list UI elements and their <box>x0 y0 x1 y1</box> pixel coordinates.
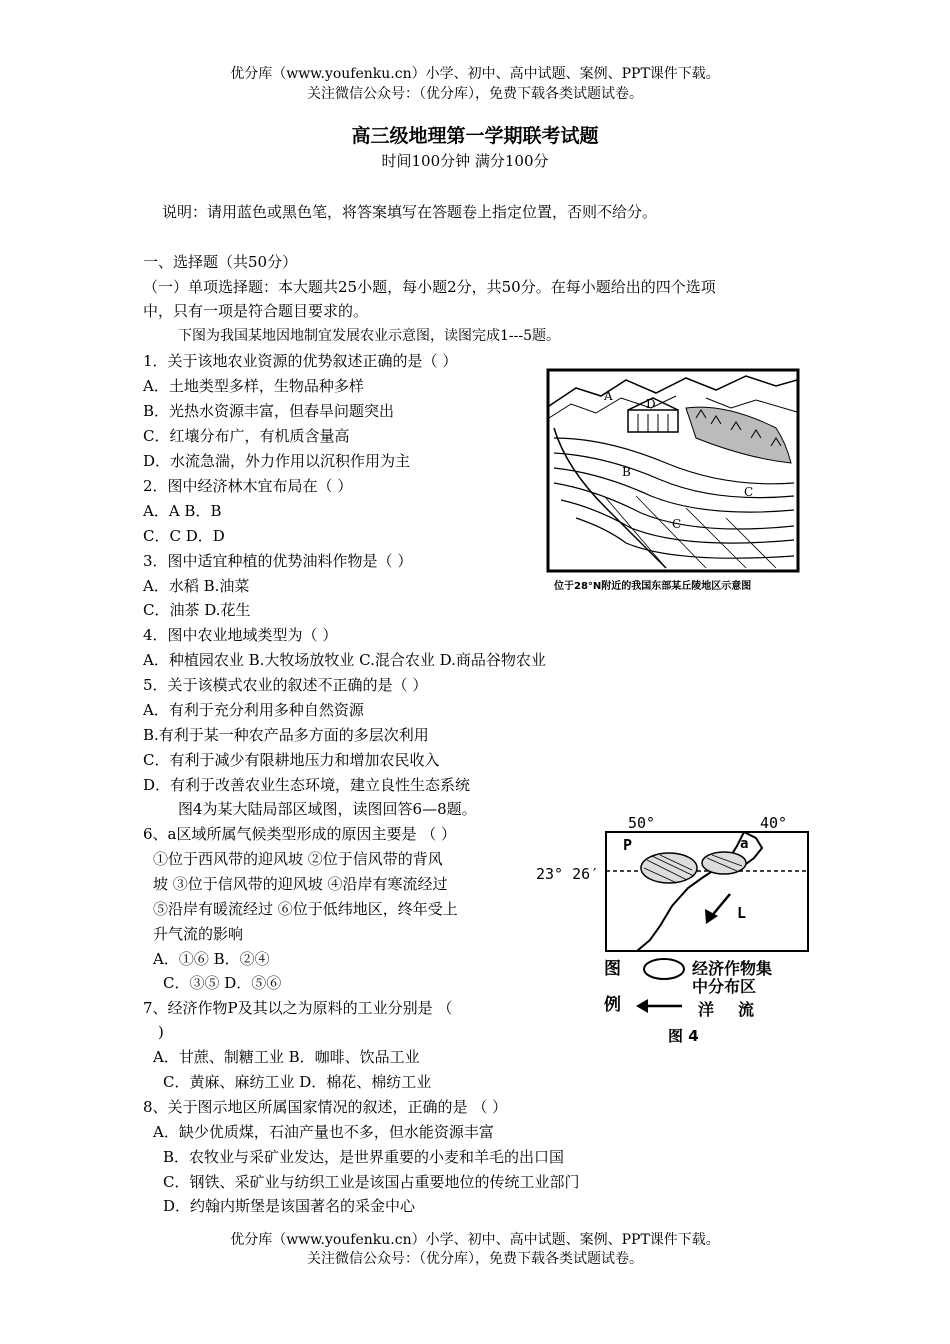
question-1-option-a: A．土地类型多样，生物品种多样 <box>143 377 364 395</box>
question-3-options-cd: C．油茶 D.花生 <box>143 601 251 619</box>
legend-current-text-2: 流 <box>738 1000 755 1019</box>
question-8-option-c: C．钢铁、采矿业与纺织工业是该国占重要地位的传统工业部门 <box>163 1173 580 1191</box>
figure-4-label-l: L <box>737 904 747 922</box>
question-7-options-cd: C．黄麻、麻纺工业 D．棉花、棉纺工业 <box>163 1073 432 1091</box>
site-footer-line-1: 优分库（www.youfenku.cn）小学、初中、高中试题、案例、PPT课件下载。 <box>230 1232 720 1248</box>
figure-4-longitude-left: 50° <box>628 814 656 832</box>
figure-1-caption: 位于28°N附近的我国东部某丘陵地区示意图 <box>554 581 752 592</box>
question-1-option-d: D．水流急湍，外力作用以沉积作用为主 <box>143 452 411 470</box>
question-6-options-ab: A．①⑥ B．②④ <box>153 950 270 968</box>
question-6-line-3: ⑤沿岸有暖流经过 ⑥位于低纬地区，终年受上 <box>153 900 458 918</box>
stem-2: 图4为某大陆局部区域图，读图回答6—8题。 <box>178 800 477 818</box>
exam-subtitle: 时间100分钟 满分100分 <box>381 152 549 170</box>
question-5-option-c: C．有利于减少有限耕地压力和增加农民收入 <box>143 751 440 769</box>
question-1: 1．关于该地农业资源的优势叙述正确的是（ ） <box>143 352 458 370</box>
question-6-options-cd: C．③⑤ D．⑤⑥ <box>163 974 282 992</box>
question-5-option-d: D．有利于改善农业生态环境，建立良性生态系统 <box>143 776 471 794</box>
question-6-line-1: ①位于西风带的迎风坡 ②位于信风带的背风 <box>153 850 443 868</box>
legend-title-1: 图 <box>604 959 621 979</box>
question-5-option-a: A．有利于充分利用多种自然资源 <box>143 701 364 719</box>
question-1-option-b: B．光热水资源丰富，但春旱问题突出 <box>143 402 395 420</box>
figure-1-label-a: A <box>604 389 613 403</box>
question-8-option-b: B．农牧业与采矿业发达，是世界重要的小麦和羊毛的出口国 <box>163 1148 565 1166</box>
site-footer-line-2: 关注微信公众号：（优分库），免费下载各类试题试卷。 <box>307 1251 643 1267</box>
question-4-options: A．种植园农业 B.大牧场放牧业 C.混合农业 D.商品谷物农业 <box>143 651 546 669</box>
crop-area-east <box>702 852 746 874</box>
figure-4-label-p: P <box>623 836 633 854</box>
question-4: 4．图中农业地域类型为（ ） <box>143 626 338 644</box>
figure-4-longitude-right: 40° <box>760 814 788 832</box>
site-header-line-2: 关注微信公众号：（优分库），免费下载各类试题试卷。 <box>307 86 643 102</box>
site-header-line-1: 优分库（www.youfenku.cn）小学、初中、高中试题、案例、PPT课件下载。 <box>230 66 720 82</box>
figure-1-label-b: B <box>622 465 631 479</box>
figure-4-label-a: a <box>740 836 749 852</box>
figure-4-latitude: 23° 26′ <box>536 865 600 883</box>
question-3-options-ab: A．水稻 B.油菜 <box>143 577 250 595</box>
figure-1-label-d: D <box>646 397 656 411</box>
legend-title-2: 例 <box>604 995 621 1015</box>
question-2: 2．图中经济林木宜布局在（ ） <box>143 477 353 495</box>
question-2-options-ab: A．A B．B <box>143 502 222 520</box>
legend-crop-text-2: 中分布区 <box>692 977 757 996</box>
figure-1-label-c-right: C <box>744 485 754 499</box>
legend-crop-symbol <box>644 959 684 979</box>
question-5: 5．关于该模式农业的叙述不正确的是（ ） <box>143 676 428 694</box>
question-8-option-a: A．缺少优质煤，石油产量也不多，但水能资源丰富 <box>153 1123 494 1141</box>
question-7-paren: ) <box>158 1023 164 1041</box>
section-intro-2: 中，只有一项是符合题目要求的。 <box>143 302 369 320</box>
question-1-option-c: C．红壤分布广，有机质含量高 <box>143 427 350 445</box>
question-2-options-cd: C．C D．D <box>143 527 225 545</box>
question-7: 7、经济作物P及其以之为原料的工业分别是 （ <box>143 999 453 1017</box>
figure-1-farmland-sketch <box>546 368 800 598</box>
figure-4-caption: 图 4 <box>668 1027 699 1045</box>
question-5-option-b: B.有利于某一种农产品多方面的多层次利用 <box>143 726 429 744</box>
question-6-line-2: 坡 ③位于信风带的迎风坡 ④沿岸有寒流经过 <box>153 875 448 893</box>
legend-current-text-1: 洋 <box>698 1000 715 1019</box>
stem-1: 下图为我国某地因地制宜发展农业示意图，读图完成1---5题。 <box>178 328 561 344</box>
instructions: 说明：请用蓝色或黑色笔，将答案填写在答题卷上指定位置，否则不给分。 <box>162 203 658 221</box>
exam-title: 高三级地理第一学期联考试题 <box>351 125 599 147</box>
question-6: 6、a区域所属气候类型形成的原因主要是 （ ） <box>143 825 457 843</box>
question-8-option-d: D．约翰内斯堡是该国著名的采金中心 <box>163 1197 416 1215</box>
figure-4-map <box>532 808 822 1048</box>
figure-1-label-c-bottom: C <box>672 517 682 531</box>
section-intro-1: （一）单项选择题：本大题共25小题，每小题2分，共50分。在每小题给出的四个选项 <box>143 278 716 296</box>
section-heading: 一、选择题（共50分） <box>143 253 298 271</box>
question-7-options-ab: A．甘蔗、制糖工业 B．咖啡、饮品工业 <box>153 1048 420 1066</box>
question-3: 3．图中适宜种植的优势油料作物是（ ） <box>143 552 413 570</box>
question-8: 8、关于图示地区所属国家情况的叙述，正确的是 （ ） <box>143 1098 508 1116</box>
question-6-line-4: 升气流的影响 <box>153 925 244 943</box>
legend-crop-text-1: 经济作物集 <box>692 959 773 978</box>
